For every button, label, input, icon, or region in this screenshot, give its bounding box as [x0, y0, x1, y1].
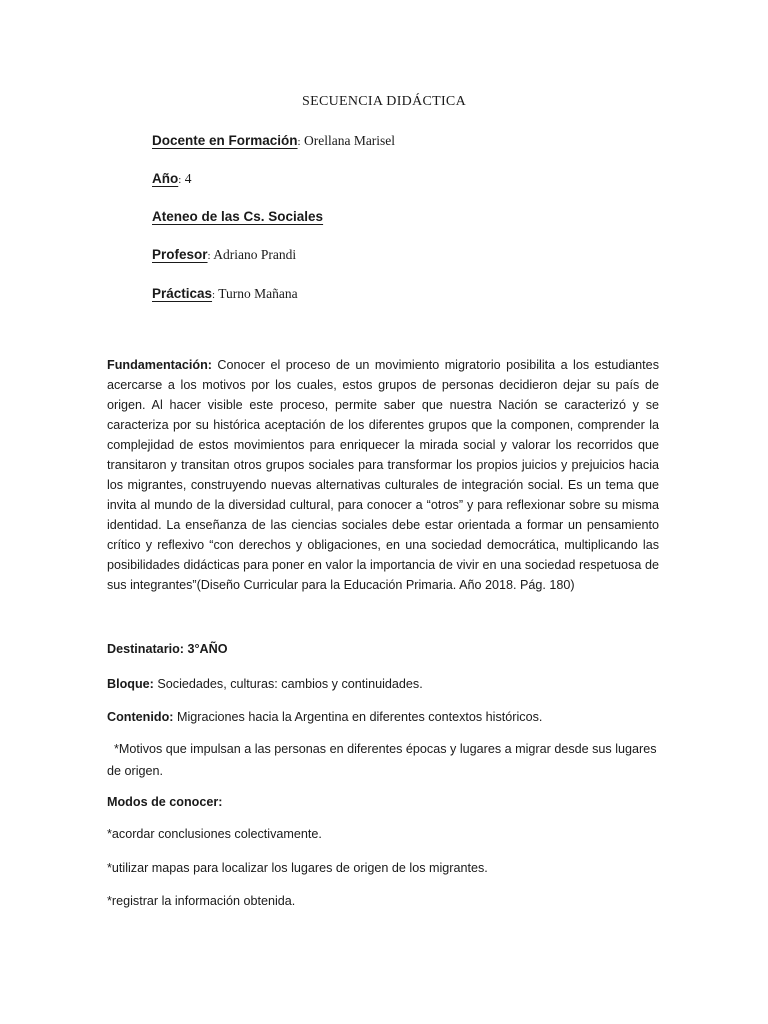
field-ateneo-label: Ateneo de las Cs. Sociales	[152, 209, 324, 224]
bloque-text: Sociedades, culturas: cambios y continuidades.	[153, 677, 423, 691]
field-practicas: Prácticas: Turno Mañana	[152, 286, 298, 301]
field-practicas-label: Prácticas	[152, 286, 213, 301]
field-anio-label: Año	[152, 171, 179, 186]
contenido-text: Migraciones hacia la Argentina en diferentes contextos históricos.	[173, 710, 543, 724]
modos-label: Modos de conocer:	[107, 795, 223, 809]
document-title: SECUENCIA DIDÁCTICA	[302, 94, 466, 109]
contenido	[107, 706, 667, 728]
fundamentacion-label: Fundamentación:	[107, 358, 212, 372]
contenido-label: Contenido:	[107, 710, 174, 724]
modos-item: *utilizar mapas para localizar los lugares de origen de los migrantes.	[107, 861, 488, 875]
field-profesor: Profesor: Adriano Prandi	[152, 247, 297, 262]
field-anio: Año: 4	[152, 171, 192, 186]
modos-item: *acordar conclusiones colectivamente.	[107, 827, 322, 841]
field-profesor-label: Profesor	[152, 247, 208, 262]
destinatario: Destinatario: 3°AÑO	[107, 642, 228, 656]
modos-item: *registrar la información obtenida.	[107, 894, 296, 908]
motivos-item: *Motivos que impulsan a las personas en diferentes épocas y lugares a migrar desde sus lugares de origen.	[107, 742, 661, 778]
field-docente-label: Docente en Formación	[152, 133, 298, 148]
bloque-label: Bloque:	[107, 677, 154, 691]
field-anio-value: 4	[181, 171, 192, 186]
field-profesor-value: Adriano Prandi	[210, 247, 297, 262]
field-docente-value: Orellana Marisel	[300, 133, 396, 148]
modos-de-conocer	[107, 791, 667, 813]
fundamentacion-paragraph	[107, 355, 659, 595]
field-ateneo	[152, 209, 323, 225]
bloque	[107, 673, 667, 695]
field-practicas-value: Turno Mañana	[215, 286, 298, 301]
fundamentacion-text: Conocer el proceso de un movimiento migratorio posibilita a los estudiantes acercarse a los motivos por los cuales, estos grupos de personas decidieron dejar su país de origen. Al hacer visible este proceso, permite saber que nuestra Nación se caracterizó y se caracteriza por su histórica aceptación de los diferentes grupos que la componen, comprender la complejidad de estos movimientos para enriquecer la mirada social y valorar los recorridos que transitaron y transitan otros grupos sociales para transformar los propios juicios y prejuicios hacia los migrantes, construyendo nuevas alternativas culturales de integración social. Es un tema que invita al mundo de la diversidad cultural, para conocer a “otros” y para reflexionar sobre su misma identidad. La enseñanza de las ciencias sociales debe estar orientada a formar un pensamiento crítico y reflexivo “con derechos y obligaciones, en una sociedad democrática, multiplicando las posibilidades didácticas para poner en valor la importancia de vivir en una sociedad respetuosa de sus integrantes”(Diseño Curricular para la Educación Primaria. Año 2018. Pág. 180)	[107, 358, 659, 592]
field-docente: Docente en Formación: Orellana Marisel	[152, 133, 396, 148]
